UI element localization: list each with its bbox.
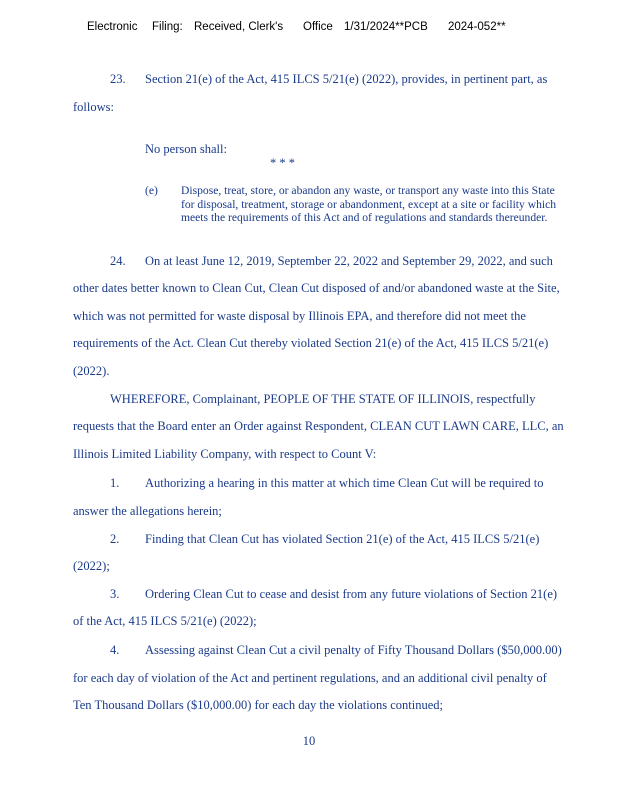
body-line: Illinois Limited Liability Company, with respect to Count V: (73, 447, 377, 461)
header-date: 1/31/2024**PCB (344, 21, 428, 33)
paragraph-number-23: 23. (110, 72, 126, 86)
body-line: (2022). (73, 364, 110, 378)
body-line: Ordering Clean Cut to cease and desist from any future violations of Section 21(e) (145, 587, 558, 601)
item-number-3: 3. (110, 587, 120, 601)
body-line: requests that the Board enter an Order against Respondent, CLEAN CUT LAWN CARE, LLC, an (73, 419, 564, 433)
header-office: Office (303, 21, 333, 33)
body-line: Assessing against Clean Cut a civil penalty of Fifty Thousand Dollars ($50,000.00) (145, 643, 562, 657)
item-number-2: 2. (110, 532, 120, 546)
body-line: for each day of violation of the Act and pertinent regulations, and an additional civil penalty of (73, 671, 547, 685)
body-line: Section 21(e) of the Act, 415 ILCS 5/21(e) (2022), provides, in pertinent part, as (145, 72, 548, 86)
header-case-number: 2024-052** (448, 21, 506, 33)
body-line: Authorizing a hearing in this matter at which time Clean Cut will be required to (145, 476, 544, 490)
quote-subsection-label: (e) (145, 184, 158, 197)
body-line: which was not permitted for waste disposal by Illinois EPA, and therefore did not meet the (73, 309, 526, 323)
header-electronic: Electronic (87, 21, 138, 33)
body-line: other dates better known to Clean Cut, Clean Cut disposed of and/or abandoned waste at the Site, (73, 281, 560, 295)
body-line: Finding that Clean Cut has violated Section 21(e) of the Act, 415 ILCS 5/21(e) (145, 532, 540, 546)
quote-intro: No person shall: (145, 142, 227, 156)
quoted-statute-text: Dispose, treat, store, or abandon any waste, or transport any waste into this State for disposal, treatment, storage or abandonment, except at a site or facility which meets the requirements of this Act and of regulations and standards thereunder. (181, 184, 557, 224)
body-line: requirements of the Act. Clean Cut thereby violated Section 21(e) of the Act, 415 ILCS 5/21(e) (73, 336, 549, 350)
page-number: 10 (302, 734, 316, 748)
body-line: follows: (73, 100, 114, 114)
item-number-1: 1. (110, 476, 120, 490)
body-line: On at least June 12, 2019, September 22, 2022 and September 29, 2022, and such (145, 254, 553, 268)
filing-header (0, 21, 618, 35)
body-line: of the Act, 415 ILCS 5/21(e) (2022); (73, 614, 257, 628)
paragraph-number-24: 24. (110, 254, 126, 268)
ellipsis-asterisks: * * * (270, 156, 295, 170)
body-line: (2022); (73, 559, 110, 573)
body-line: answer the allegations herein; (73, 504, 222, 518)
item-number-4: 4. (110, 643, 120, 657)
header-filing: Filing: (152, 21, 183, 33)
header-received: Received, Clerk's (194, 21, 284, 33)
wherefore-line: WHEREFORE, Complainant, PEOPLE OF THE STATE OF ILLINOIS, respectfully (110, 392, 536, 406)
body-line: Ten Thousand Dollars ($10,000.00) for each day the violations continued; (73, 698, 443, 712)
